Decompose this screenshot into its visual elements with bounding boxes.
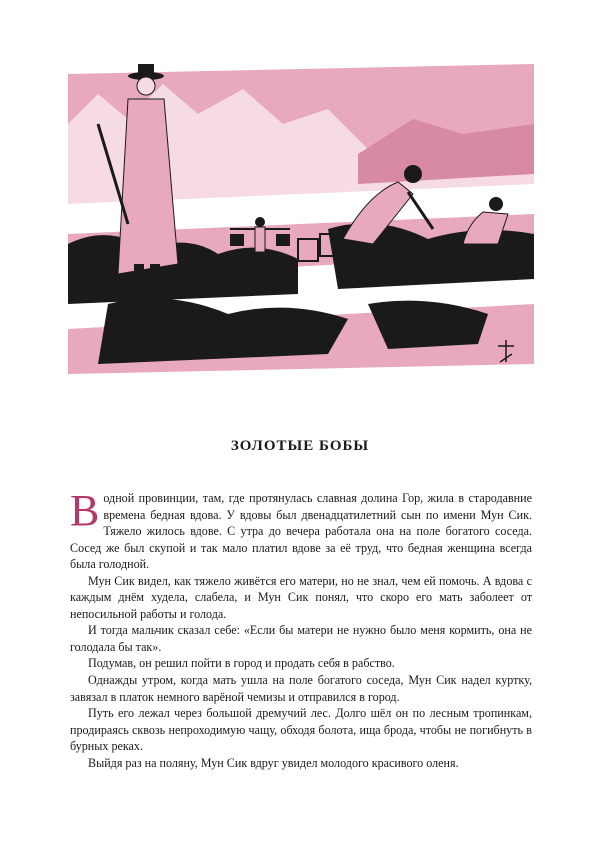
first-paragraph-text: одной провинции, там, где протянулась славная долина Гор, жила в стародавние времена бедная вдова. У вдовы был двенадцатилетний сын по имени Мун Сик. Тяжело жилось вдове. С утра до вечера работала она на поле богатого соседа. Сосед же был скупой и так мало платил вдове за её труд, что бедная женщина всегда была голодной. [70, 491, 532, 572]
first-paragraph [70, 486, 532, 573]
paragraph: Путь его лежал через большой дремучий лес. Долго шёл он по лесным тропинкам, продираясь сквозь непроходимую чащу, обходя болота, ища брода, чтобы не погибнуть в бурных реках. [70, 706, 532, 754]
paragraph: Однажды утром, когда мать ушла на поле богатого соседа, Мун Сик надел куртку, завязал в платок немного варёной чемизы и отправился в город. [70, 673, 532, 704]
paragraph: Мун Сик видел, как тяжело живётся его матери, но не знал, чем ей помочь. А вдова с каждым днём худела, слабела, и Мун Сик понял, что скоро его мать заболеет от непосильной работы и голода. [70, 573, 532, 621]
story-text [70, 486, 532, 771]
paragraph: И тогда мальчик сказал себе: «Если бы матери не нужно было меня кормить, она не голодала бы так». [70, 623, 532, 654]
story-title: ЗОЛОТЫЕ БОБЫ [230, 438, 370, 454]
field-workers-illustration [68, 64, 534, 374]
story-illustration [68, 64, 534, 374]
drop-cap: В [70, 486, 100, 535]
paragraph: Выйдя раз на поляну, Мун Сик вдруг увидел молодого красивого оленя. [88, 755, 459, 770]
paragraph: Подумав, он решил пойти в город и продать себя в рабство. [88, 656, 395, 671]
